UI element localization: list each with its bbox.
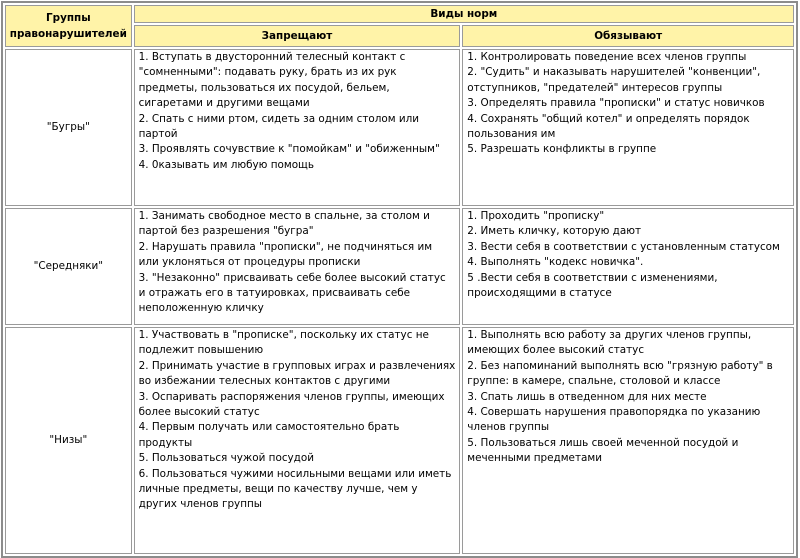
prohibit-cell: [134, 49, 461, 206]
list-item: 3. Вести себя в соответствии с установленным статусом: [467, 240, 780, 253]
prohibit-cell: [134, 208, 461, 325]
list-item: 5. Пользоваться чужой посудой: [138, 452, 314, 465]
norms-table: [1, 1, 798, 558]
list-item: 2. Нарушать правила "прописки", не подчиняться им или уклоняться от процедуры прописки: [138, 240, 433, 269]
list-item: 4. Совершать нарушения правопорядка по указанию членов группы: [467, 406, 761, 434]
list-item: 2. Без напоминаний выполнять всю "грязную работу" в группе: в камере, спальне, столовой и классе: [467, 359, 773, 388]
oblige-cell: [462, 49, 794, 206]
groups-column-header: [5, 5, 132, 47]
list-item: 5. Пользоваться лишь своей меченной посудой и меченными предметами: [467, 436, 739, 465]
list-item: 3. Спать лишь в отведенном для них месте: [467, 390, 707, 403]
table-row: [5, 327, 794, 554]
norm-types-header: Виды норм: [134, 5, 794, 23]
list-item: 3. "Незаконно" присваивать себе более высокий статус и отражать его в татуировках, присваивать себе неположенную кличку: [138, 271, 446, 315]
table-header-row: [5, 5, 794, 23]
table-row: [5, 49, 794, 206]
list-item: 2. Иметь кличку, которую дают: [467, 225, 642, 238]
list-item: 2. "Судить" и наказывать нарушителей "конвенции", отступников, "предателей" интересов группы: [467, 66, 761, 94]
list-item: 1. Участвовать в "прописке", поскольку их статус не подлежит повышению: [138, 329, 429, 357]
oblige-cell: [462, 208, 794, 325]
prohibit-column-header: Запрещают: [134, 25, 461, 47]
list-item: 1. Вступать в двусторонний телесный контакт с "сомненными": подавать руку, брать из их рук предметы, пользоваться их посудой, бельем, сигаретами и другими вещами: [138, 51, 406, 110]
list-item: 3. Проявлять сочувствие к "помойкам" и "обиженным": [138, 143, 440, 156]
list-item: 3. Определять правила "прописки" и статус новичков: [467, 97, 765, 110]
list-item: 1. Контролировать поведение всех членов группы: [467, 51, 747, 63]
prohibit-cell: [134, 327, 461, 554]
group-name-cell: "Середняки": [5, 208, 132, 325]
list-item: 5 .Вести себя в соответствии с изменениями, происходящими в статусе: [467, 271, 718, 300]
list-item: 4. Сохранять "общий котел" и определять порядок пользования им: [467, 112, 750, 141]
list-item: 4. Выполнять "кодекс новичка".: [467, 256, 644, 269]
list-item: 3. Оспаривать распоряжения членов группы, имеющих более высокий статус: [138, 390, 445, 419]
list-item: 2. Спать с ними ртом, сидеть за одним столом или партой: [138, 112, 420, 141]
table-row: [5, 208, 794, 325]
list-item: 4. Первым получать или самостоятельно брать продукты: [138, 421, 400, 449]
list-item: 2. Принимать участие в групповых играх и развлечениях во избежании телесных контактов с другими: [138, 359, 456, 388]
list-item: 4. 0казывать им любую помощь: [138, 158, 314, 171]
oblige-cell: [462, 327, 794, 554]
groups-header-line-2: правонарушителей: [9, 28, 127, 40]
list-item: 1. Выполнять всю работу за других членов группы, имеющих более высокий статус: [467, 329, 752, 357]
groups-header-line-1: Группы: [46, 12, 91, 24]
list-item: 1. Занимать свободное место в спальне, за столом и партой без разрешения "бугра": [138, 210, 430, 238]
list-item: 6. Пользоваться чужими носильными вещами или иметь личные предметы, вещи по качеству лучше, чем у других членов группы: [138, 467, 452, 511]
list-item: 5. Разрешать конфликты в группе: [467, 143, 657, 156]
group-name-cell: "Низы": [5, 327, 132, 554]
list-item: 1. Проходить "прописку": [467, 210, 605, 222]
group-name-cell: "Бугры": [5, 49, 132, 206]
oblige-column-header: Обязывают: [462, 25, 794, 47]
